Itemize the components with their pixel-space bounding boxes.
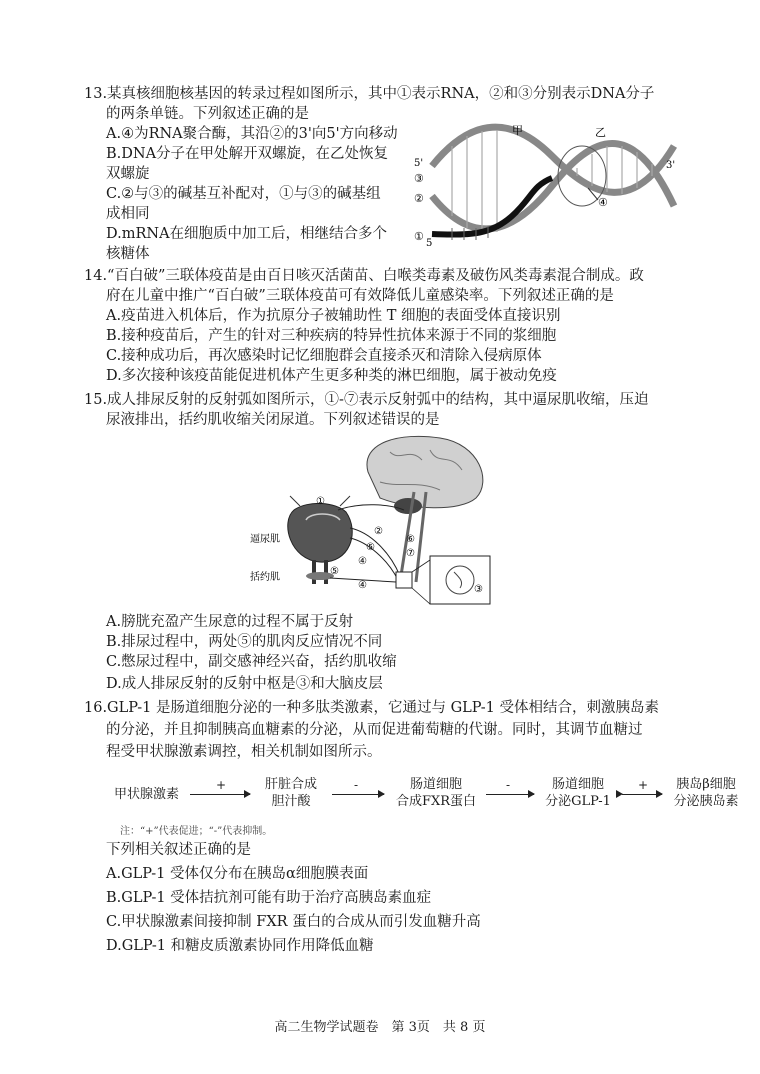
flow-node-bile-l1: 肝脏合成 [264,777,317,792]
label-3: ③ [414,172,424,185]
q13-option-d-line2: 核糖体 [106,246,150,262]
flowchart-note: 注：“+”代表促进；“-”代表抑制。 [120,826,273,837]
q13-option-a: A.④为RNA聚合酶，其沿②的3'向5'方向移动 [106,126,398,142]
transcription-figure [412,116,682,256]
flow-node-insulin-l1: 胰岛β细胞 [676,777,736,792]
spinal-box [396,572,412,588]
fig-label-4a: ④ [358,556,367,567]
fig-label-5b: ⑤ [330,566,339,577]
q16-option-c: C.甲状腺激素间接抑制 FXR 蛋白的合成从而引发血糖升高 [106,914,481,930]
flow-arrow-1 [190,794,250,795]
q15-option-a: A.膀胱充盈产生尿意的过程不属于反射 [106,614,354,630]
fig-label-4b: ④ [358,580,367,591]
q15-option-d: D.成人排尿反射的反射中枢是③和大脑皮层 [106,676,383,692]
flow-node-glp1-l2: 分泌GLP-1 [545,794,611,809]
label-2: ② [414,192,424,205]
q15-option-b: B.排尿过程中，两处⑤的肌肉反应情况不同 [106,634,383,650]
flow-node-fxr [390,776,482,810]
fig-label-1: ① [316,496,325,507]
flow-node-glp1 [538,776,618,810]
fig-label-6: ⑥ [406,534,415,545]
q14-option-b: B.接种疫苗后，产生的针对三种疾病的特异性抗体来源于不同的浆细胞 [106,328,557,344]
spinal-inset [430,556,490,604]
q15-option-c: C.憋尿过程中，副交感神经兴奋，括约肌收缩 [106,654,397,670]
regulation-flowchart [110,776,750,816]
flow-arrow-4 [622,794,662,795]
label-5prime-top: 5' [414,158,424,169]
bladder [288,503,352,562]
label-3prime-top: 3' [666,160,676,171]
flow-arrow-3 [486,794,534,795]
fig-label-3: ③ [474,584,483,595]
flow-node-thyroid: 甲状腺激素 [114,787,180,802]
flow-node-fxr-l1: 肠道细胞 [409,777,462,792]
detrusor-label: 逼尿肌 [250,534,280,545]
flow-sign-1: + [216,778,227,792]
flow-sign-3: - [506,778,511,792]
q16-ask: 下列相关叙述正确的是 [106,842,251,858]
flow-node-bile [256,776,326,810]
q13-option-d-line1: D.mRNA在细胞质中加工后，相继结合多个 [106,226,388,242]
reflex-arc-figure [250,432,500,607]
flow-sign-2: - [354,778,359,792]
page-footer: 高二生物学试题卷 第 3页 共 8 页 [274,1020,486,1035]
flow-sign-4: + [638,778,649,792]
flow-node-bile-l2: 胆汁酸 [271,794,311,809]
q14-stem-line2: 府在儿童中推广“百白破”三联体疫苗可有效降低儿童感染率。下列叙述正确的是 [106,288,614,304]
q14-option-d: D.多次接种该疫苗能促进机体产生更多种类的淋巴细胞，属于被动免疫 [106,368,557,384]
label-5-bottom: 5 [426,238,433,249]
fig-label-5a: ⑤ [366,542,375,553]
q15-stem-line1: 15.成人排尿反射的反射弧如图所示，①-⑦表示反射弧中的结构，其中逼尿肌收缩，压迫 [84,392,649,408]
q16-stem-line2: 的分泌，并且抑制胰高血糖素的分泌，从而促进葡萄糖的代谢。同时，其调节血糖过 [106,722,643,738]
q14-stem-line1: 14.“百白破”三联体疫苗是由百日咳灭活菌苗、白喉类毒素及破伤风类毒素混合制成。政 [84,268,644,284]
q16-stem-line3: 程受甲状腺激素调控，相关机制如图所示。 [106,744,382,760]
flow-node-fxr-l2: 合成FXR蛋白 [395,794,477,809]
flow-node-glp1-l1: 肠道细胞 [551,777,604,792]
q13-option-c-line2: 成相同 [106,206,150,222]
label-1: ① [414,230,424,243]
fig-label-2: ② [374,526,383,537]
fig-label-7: ⑦ [406,548,415,559]
flow-node-insulin-l2: 分泌胰岛素 [673,794,739,809]
label-4: ④ [598,196,608,209]
q16-option-a: A.GLP-1 受体仅分布在胰岛α细胞膜表面 [106,866,369,882]
q13-stem-line1: 13.某真核细胞核基因的转录过程如图所示，其中①表示RNA，②和③分别表示DNA分子 [84,86,655,102]
cerebellum [394,498,422,514]
q16-option-d: D.GLP-1 和糖皮质激素协同作用降低血糖 [106,938,374,954]
q14-option-a: A.疫苗进入机体后，作为抗原分子被辅助性 T 细胞的表面受体直接识别 [106,308,561,324]
flow-arrow-2 [332,794,384,795]
q14-option-c: C.接种成功后，再次感染时记忆细胞群会直接杀灭和清除入侵病原体 [106,348,542,364]
q16-option-b: B.GLP-1 受体拮抗剂可能有助于治疗高胰岛素血症 [106,890,432,906]
q15-stem-line2: 尿液排出，括约肌收缩关闭尿道。下列叙述错误的是 [106,412,440,428]
label-yi: 乙 [595,126,606,139]
q13-option-b-line1: B.DNA分子在甲处解开双螺旋，在乙处恢复 [106,146,389,162]
q13-stem-line2: 的两条单链。下列叙述正确的是 [106,106,309,122]
flow-node-insulin [666,776,746,810]
q13-option-b-line2: 双螺旋 [106,166,150,182]
sphincter-label: 括约肌 [250,572,280,583]
q16-stem-line1: 16.GLP-1 是肠道细胞分泌的一种多肽类激素，它通过与 GLP-1 受体相结合，刺激胰岛素 [84,700,659,716]
q13-option-c-line1: C.②与③的碱基互补配对，①与③的碱基组 [106,186,381,202]
label-jia: 甲 [512,124,523,137]
